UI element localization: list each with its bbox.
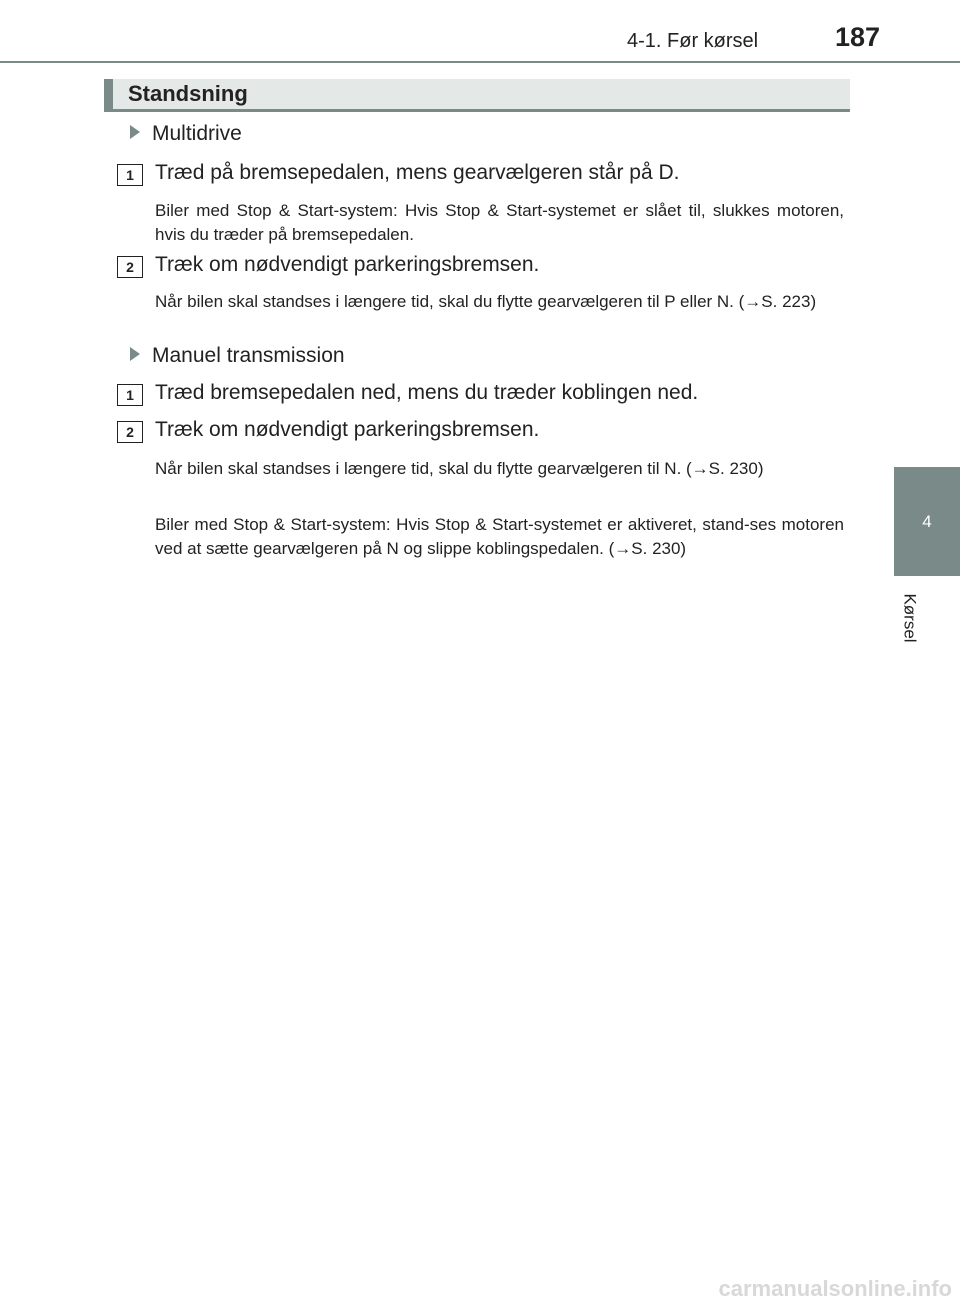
step-note: Biler med Stop & Start-system: Hvis Stop & Start-systemet er aktiveret, stand-ses motoren ved at sætte gearvælgeren på N og slippe koblingspedalen. (→S. 230) [155, 515, 844, 558]
triangle-bullet-icon [130, 347, 140, 361]
step-badge: 1 [117, 384, 143, 406]
watermark: carmanualsonline.info [718, 1276, 952, 1301]
step-note: Når bilen skal standses i længere tid, skal du flytte gearvælgeren til P eller N. (→S. 223) [155, 292, 817, 311]
step-text: Træk om nødvendigt parkeringsbremsen. [155, 418, 540, 441]
chapter-label [890, 588, 930, 648]
step-text: Træd bremsepedalen ned, mens du træder koblingen ned. [155, 381, 699, 404]
page-number: 187 [835, 22, 881, 52]
step-text: Træk om nødvendigt parkeringsbremsen. [155, 253, 540, 276]
header-divider [0, 61, 960, 63]
section-title-text: Standsning [128, 81, 248, 106]
section-title [104, 79, 850, 112]
step-text: Træd på bremsepedalen, mens gearvælgeren står på D. [155, 161, 680, 184]
triangle-bullet-icon [130, 125, 140, 139]
step-note: Når bilen skal standses i længere tid, skal du flytte gearvælgeren til N. (→S. 230) [155, 459, 764, 478]
step-badge: 2 [117, 421, 143, 443]
subheading-text: Multidrive [152, 122, 242, 145]
subheading-text: Manuel transmission [152, 344, 345, 367]
step-badge: 1 [117, 164, 143, 186]
subheading-manual-transmission [130, 344, 345, 368]
step-badge: 2 [117, 256, 143, 278]
subheading-multidrive [130, 122, 242, 146]
chapter-label-text: Kørsel [901, 593, 920, 643]
chapter-tab[interactable] [894, 467, 960, 576]
chapter-number: 4 [922, 511, 932, 531]
header-section-title: 4-1. Før kørsel [627, 30, 759, 52]
step-note: Biler med Stop & Start-system: Hvis Stop & Start-systemet er slået til, slukkes motoren, hvis du træder på bremsepedalen. [155, 201, 844, 244]
